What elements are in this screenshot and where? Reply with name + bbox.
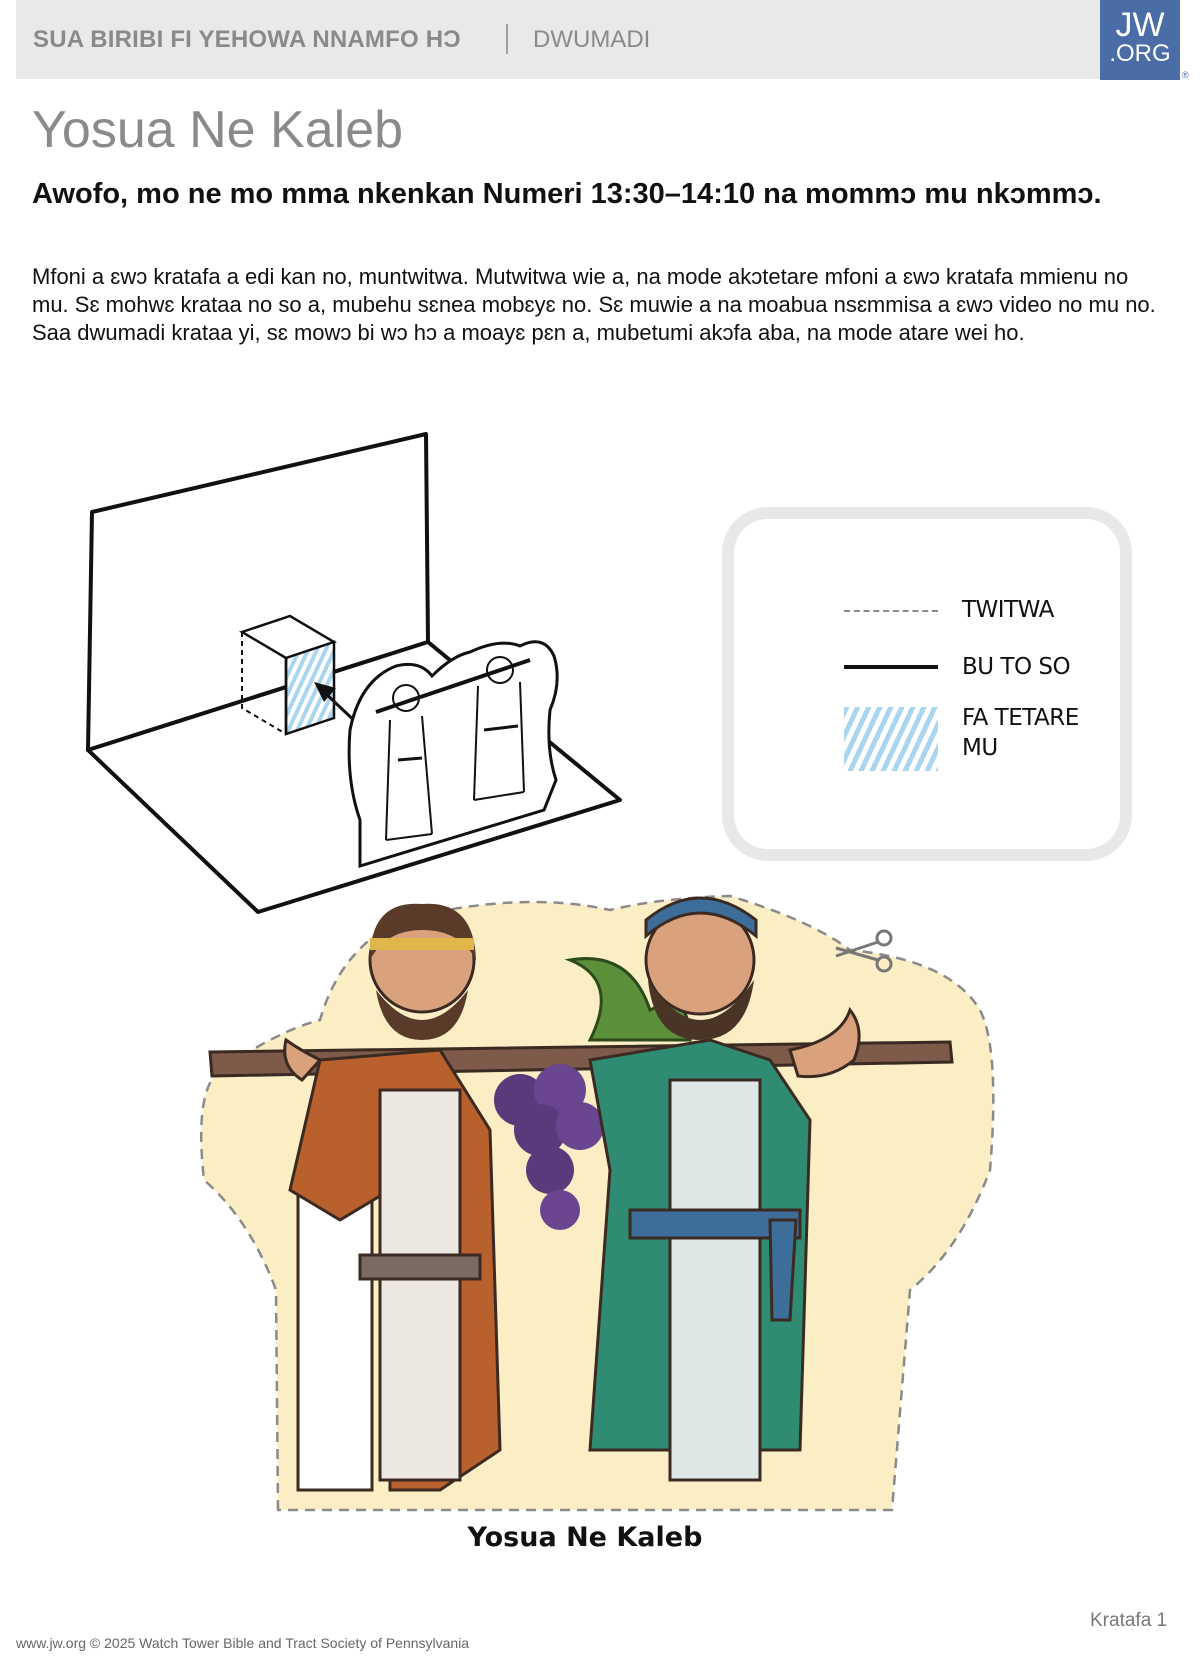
joshua-figure — [285, 904, 500, 1490]
logo-text-org: .ORG — [1109, 40, 1171, 67]
legend-label-glue: FA TETARE MU — [962, 705, 1079, 761]
page-title: Yosua Ne Kaleb — [32, 101, 404, 159]
jw-org-logo[interactable] — [1100, 0, 1180, 80]
logo-text-jw: JW — [1115, 6, 1165, 44]
instruction-body: Mfoni a ɛwɔ kratafa a edi kan no, muntwitwa. Mutwitwa wie a, na mode akɔtetare mfoni a ɛwɔ kratafa mmienu no mu. Sɛ mohwɛ krataa no so a, mubehu sɛnea mobɛyɛ no. Sɛ muwie a na moabua nsɛmmisa a ɛwɔ video no mu no. Saa dwumadi krataa yi, sɛ mowɔ bi wɔ hɔ a moayɛ pɛn a, mubetumi akɔfa aba, na mode atare wei ho. — [32, 264, 1156, 345]
legend-label-fold: BU TO SO — [962, 654, 1071, 680]
footer-copyright: www.jw.org © 2025 Watch Tower Bible and Tract Society of Pennsylvania — [16, 1635, 470, 1651]
instruction-heading: Awofo, mo ne mo mma nkenkan Numeri 13:30–14:10 na mommɔ mu nkɔmmɔ. — [32, 178, 1102, 210]
blue-hatch-icon — [844, 707, 938, 771]
registered-mark: ® — [1182, 70, 1189, 80]
cutout-illustration — [190, 890, 1010, 1530]
assembly-diagram — [60, 420, 660, 920]
page-number: Kratafa 1 — [1090, 1610, 1168, 1631]
cutout-caption: Yosua Ne Kaleb — [467, 1522, 703, 1553]
section-label: DWUMADI — [533, 26, 651, 53]
legend-box — [722, 507, 1132, 861]
solid-line-icon — [844, 665, 938, 669]
header-divider — [506, 24, 508, 54]
header-bar — [16, 0, 1176, 79]
legend-label-cut: TWITWA — [962, 597, 1054, 623]
standing-cutout — [349, 642, 557, 866]
series-title: SUA BIRIBI FI YEHOWA NNAMFO HƆ — [33, 26, 461, 53]
dashed-line-icon — [844, 610, 938, 612]
